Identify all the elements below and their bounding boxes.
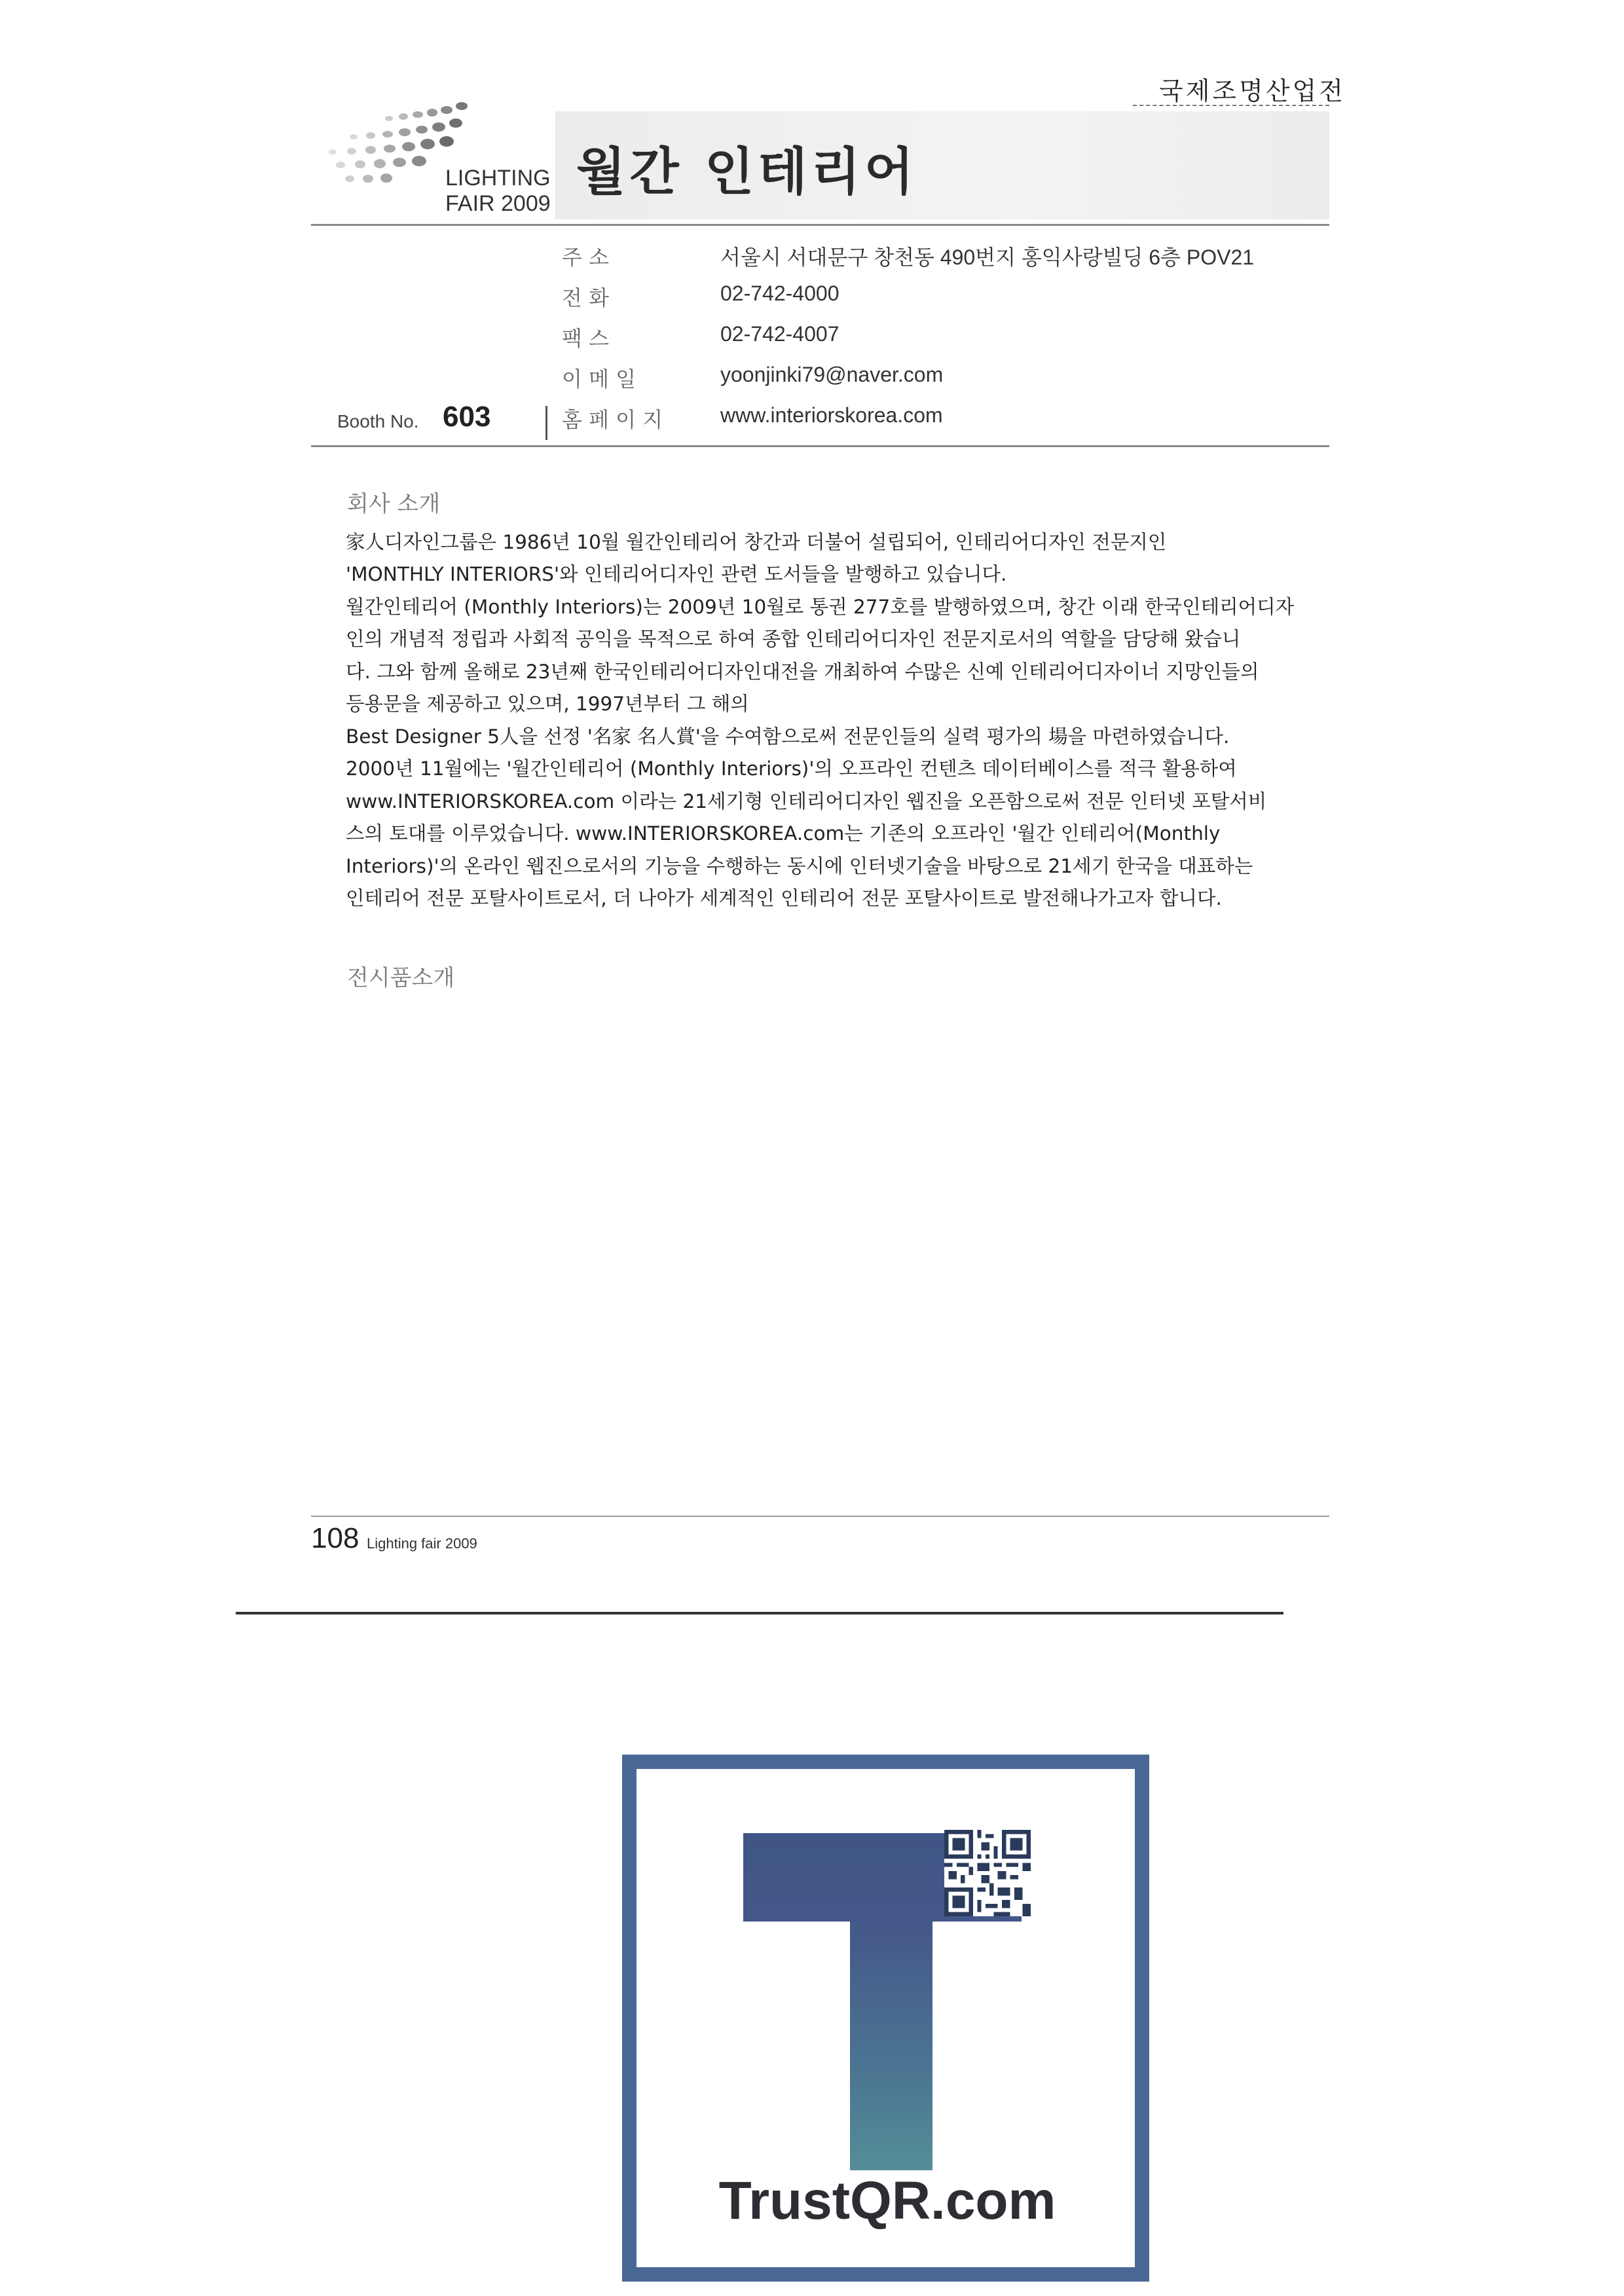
intro-line: 인의 개념적 정립과 사회적 공익을 목적으로 하여 종합 인테리어디자인 전문지로서의 역할을 담당해 왔습니 xyxy=(346,628,1241,650)
trustqr-text: TrustQR.com xyxy=(718,2171,1056,2231)
intro-line: www.INTERIORSKOREA.com 이라는 21세기형 인테리어디자인 웹진을 오픈함으로써 전문 인터넷 포탈서비 xyxy=(346,790,1267,812)
logo-text-line1: LIGHTING xyxy=(445,166,551,191)
address-label: 주 소 xyxy=(562,245,609,270)
email-value: yoonjinki79@naver.com xyxy=(720,363,944,386)
address-value: 서울시 서대문구 창천동 490번지 홍익사랑빌딩 6층 POV21 xyxy=(720,246,1255,269)
footer-divider xyxy=(311,1516,1329,1517)
intro-line: 2000년 11월에는 '월간인테리어 (Monthly Interiors)'의 오프라인 컨텐츠 데이터베이스를 적극 활용하여 xyxy=(346,757,1237,780)
scan-edge-line xyxy=(236,1612,1283,1614)
header-divider xyxy=(311,224,1329,226)
publication-name: Lighting fair 2009 xyxy=(367,1535,477,1552)
intro-line: 家人디자인그룹은 1986년 10월 월간인테리어 창간과 더불어 설립되어, 인테리어디자인 전문지인 xyxy=(346,531,1167,553)
fax-value: 02-742-4007 xyxy=(720,322,840,346)
intro-line: 다. 그와 함께 올해로 23년째 한국인테리어디자인대전을 개최하여 수많은 신예 인테리어디자이너 지망인들의 xyxy=(346,661,1259,683)
intro-heading: 회사 소개 xyxy=(347,491,441,517)
exhibit-heading: 전시품소개 xyxy=(347,965,455,991)
intro-line: Best Designer 5人을 선정 '名家 名人賞'을 수여함으로써 전문인들의 실력 평가의 場을 마련하였습니다. xyxy=(346,725,1230,748)
event-name: 국제조명산업전 xyxy=(1159,77,1346,105)
booth-separator xyxy=(545,406,547,440)
intro-line: Interiors)'의 온라인 웹진으로서의 기능을 수행하는 동시에 인터넷기술을 바탕으로 21세기 한국을 대표하는 xyxy=(346,855,1253,877)
homepage-value: www.interiorskorea.com xyxy=(720,403,943,427)
page-number: 108 xyxy=(311,1522,360,1554)
top-divider xyxy=(1133,105,1329,106)
intro-line: 등용문을 제공하고 있으며, 1997년부터 그 해의 xyxy=(346,693,749,715)
phone-label: 전 화 xyxy=(562,285,609,310)
booth-label: Booth No. xyxy=(337,411,419,431)
qr-code-icon xyxy=(944,1830,1031,1916)
logo-text-line2: FAIR 2009 xyxy=(445,191,551,216)
info-divider xyxy=(311,445,1329,447)
company-title: 월간 인테리어 xyxy=(576,143,918,202)
intro-line: 'MONTHLY INTERIORS'와 인테리어디자인 관련 도서들을 발행하고 있습니다. xyxy=(346,563,1007,585)
intro-line: 월간인테리어 (Monthly Interiors)는 2009년 10월로 통권 277호를 발행하였으며, 창간 이래 한국인테리어디자 xyxy=(346,596,1295,618)
intro-line: 인테리어 전문 포탈사이트로서, 더 나아가 세계적인 인테리어 전문 포탈사이트로 발전해나가고자 합니다. xyxy=(346,887,1222,909)
homepage-label: 홈 페 이 지 xyxy=(562,407,663,432)
booth-number: 603 xyxy=(443,401,491,433)
intro-line: 스의 토대를 이루었습니다. www.INTERIORSKOREA.com는 기존의 오프라인 '월간 인테리어(Monthly xyxy=(346,822,1221,845)
phone-value: 02-742-4000 xyxy=(720,282,840,305)
email-label: 이 메 일 xyxy=(562,367,637,392)
trustqr-t-stem xyxy=(850,1922,932,2170)
fax-label: 팩 스 xyxy=(562,326,609,351)
